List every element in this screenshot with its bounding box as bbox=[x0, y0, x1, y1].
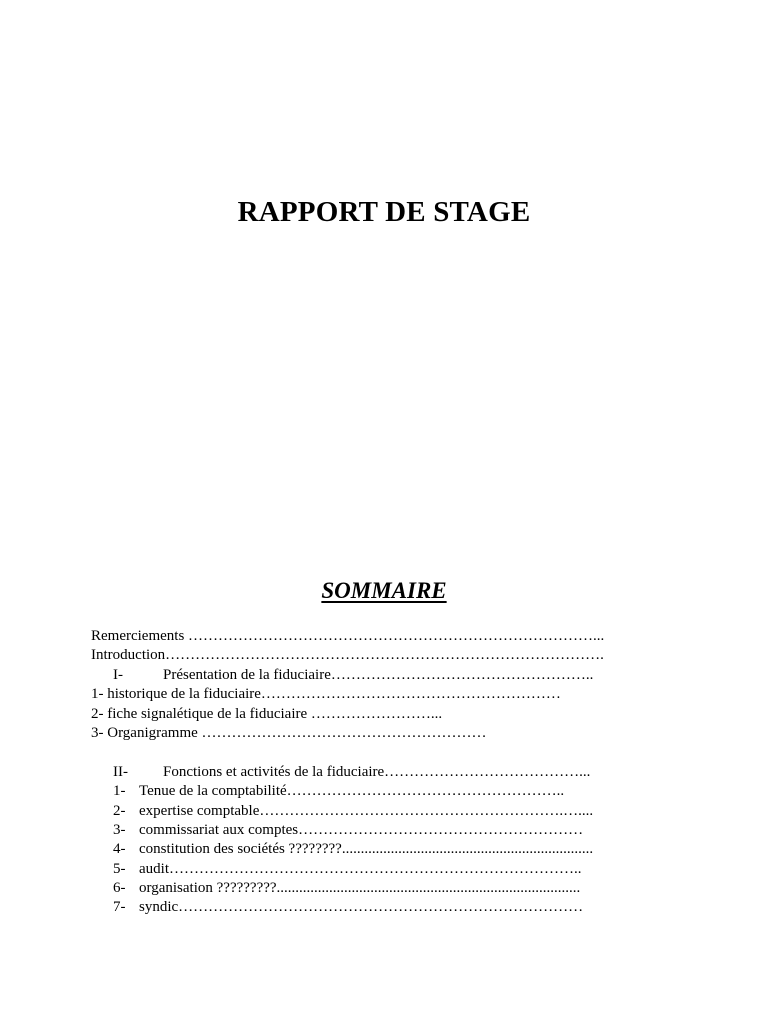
toc-entry-audit bbox=[91, 860, 691, 879]
toc-entry-text: constitution des sociétés ????????................................................................... bbox=[139, 841, 594, 858]
sommaire-heading: SOMMAIRE bbox=[321, 578, 447, 603]
toc-entry-text: Tenue de la comptabilité……………………………………………….. bbox=[139, 783, 565, 800]
toc-entry-text: expertise comptable…………………………………………………….….... bbox=[139, 802, 594, 819]
toc-entry-text: Présentation de la fiduciaire…………………………………………….. bbox=[163, 666, 594, 683]
toc-entry-constitution bbox=[91, 840, 691, 859]
toc-entry-text: audit……………………………………………………………………….. bbox=[139, 860, 582, 877]
toc-entry-number: 7- bbox=[113, 899, 126, 916]
toc-entry-fiche-signaletique bbox=[91, 705, 691, 724]
toc-entry-number: 1- bbox=[113, 783, 126, 800]
toc-entry-text: Fonctions et activités de la fiduciaire…………………………………... bbox=[163, 763, 591, 780]
toc-entry-text: syndic……………………………………………………………………… bbox=[139, 899, 584, 916]
toc-entry-number: 2- bbox=[113, 802, 126, 819]
toc-entry-expertise-comptable bbox=[91, 802, 691, 821]
toc-entry-text: Remerciements ………………………………………………………………………... bbox=[91, 628, 605, 644]
toc-section-presentation bbox=[91, 666, 691, 685]
toc-entry-introduction bbox=[91, 646, 691, 665]
toc-entry-syndic bbox=[91, 898, 691, 917]
table-of-contents bbox=[91, 627, 691, 918]
toc-entry-number: 4- bbox=[113, 841, 126, 858]
toc-section-fonctions bbox=[91, 763, 691, 782]
toc-entry-commissariat bbox=[91, 821, 691, 840]
toc-entry-text: 2- fiche signalétique de la fiduciaire ……………………... bbox=[91, 705, 443, 722]
document-title: RAPPORT DE STAGE bbox=[237, 196, 531, 228]
toc-entry-number: 5- bbox=[113, 860, 126, 877]
toc-entry-text: organisation ?????????................................................................................. bbox=[139, 880, 581, 897]
toc-entry-tenue-comptabilite bbox=[91, 782, 691, 801]
toc-entry-organisation bbox=[91, 879, 691, 898]
toc-entry-text: Introduction……………………………………………………………………………. bbox=[91, 647, 604, 664]
toc-entry-remerciements bbox=[91, 627, 691, 646]
toc-entry-historique bbox=[91, 685, 691, 704]
toc-entry-number: 6- bbox=[113, 880, 126, 897]
toc-entry-text: 3- Organigramme ………………………………………………… bbox=[91, 724, 487, 741]
toc-entry-organigramme bbox=[91, 724, 691, 743]
toc-entry-text: 1- historique de la fiduciaire…………………………………………………… bbox=[91, 686, 561, 703]
toc-section-number: II- bbox=[113, 763, 128, 780]
toc-entry-text: commissariat aux comptes………………………………………………… bbox=[139, 821, 584, 838]
toc-section-number: I- bbox=[113, 666, 123, 683]
toc-entry-number: 3- bbox=[113, 821, 126, 838]
